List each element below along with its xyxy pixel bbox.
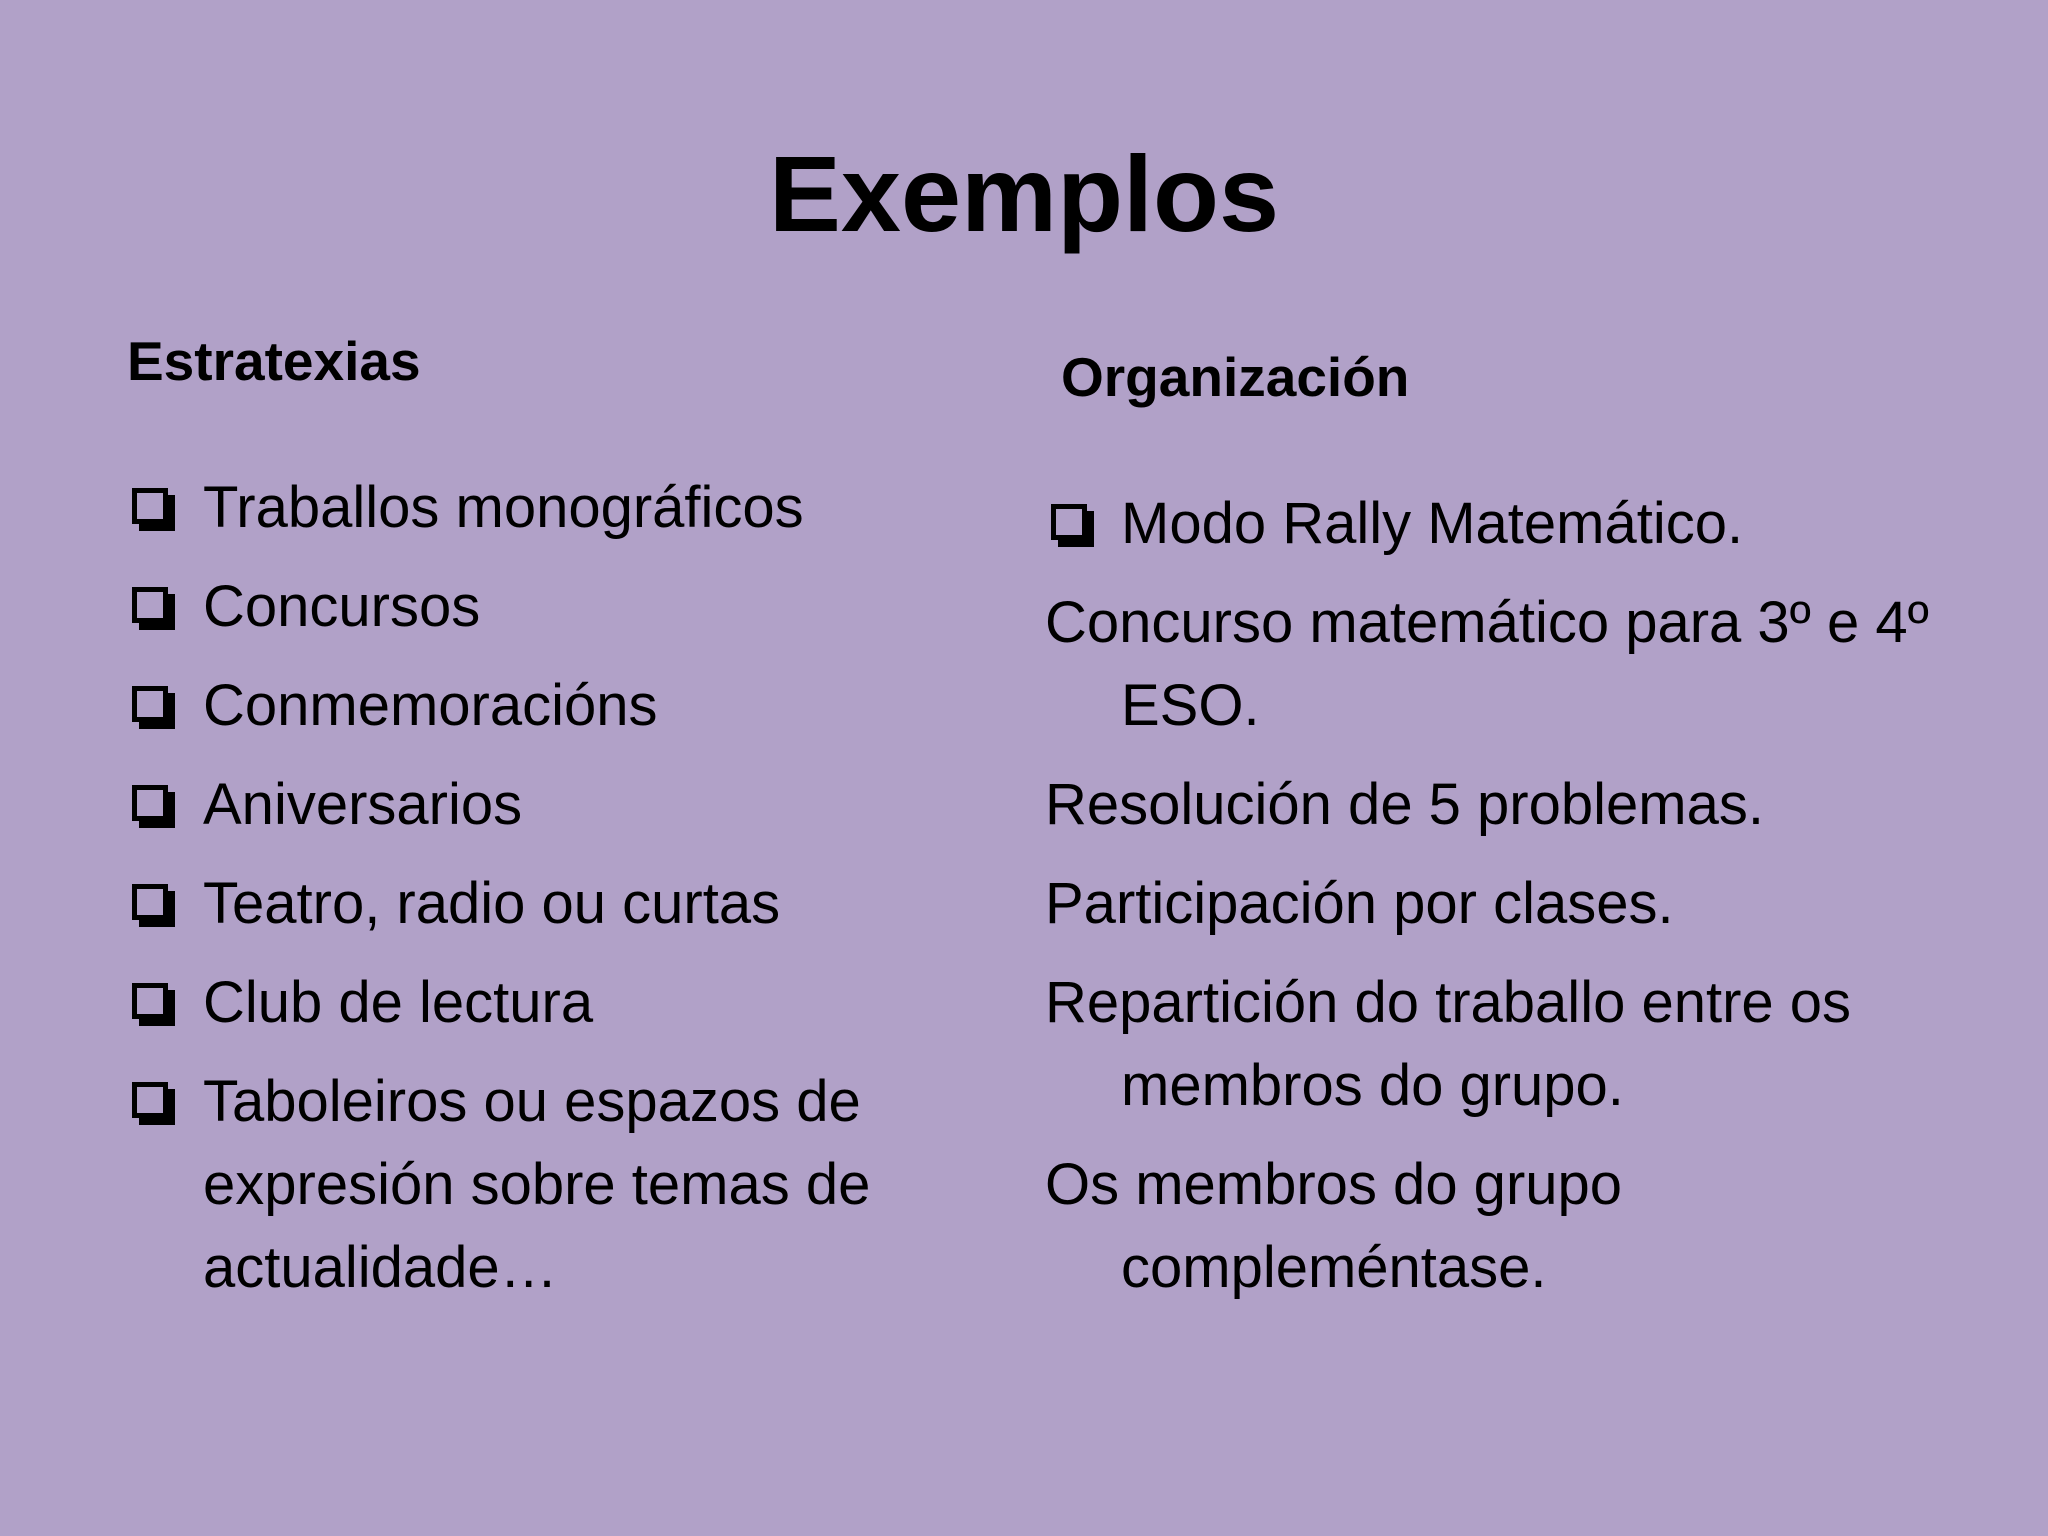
checkbox-bullet-icon — [132, 785, 168, 821]
list-item-label: Concursos — [203, 574, 481, 639]
list-item — [128, 1060, 988, 1309]
list-item — [128, 862, 988, 945]
list-item-label: Traballos monográficos — [203, 475, 804, 540]
list-item — [128, 961, 988, 1044]
checkbox-bullet-icon — [132, 686, 168, 722]
list-item-label: Resolución de 5 problemas. — [1045, 772, 1764, 837]
estratexias-list — [128, 466, 988, 1325]
slide-title: Exemplos — [768, 133, 1280, 254]
list-item-label: Conmemoracións — [203, 673, 658, 738]
checkbox-bullet-icon — [1051, 504, 1087, 540]
list-item — [128, 565, 988, 648]
heading-estratexias: Estratexias — [127, 330, 421, 392]
list-item-label: Teatro, radio ou curtas — [203, 871, 781, 936]
list-item-label: Participación por clases. — [1045, 871, 1674, 936]
list-item-label: Aniversarios — [203, 772, 523, 837]
checkbox-bullet-icon — [132, 488, 168, 524]
list-item-label: Concurso matemático para 3º e 4º ESO. — [1045, 590, 1929, 738]
list-item-label: Modo Rally Matemático. — [1121, 491, 1744, 556]
heading-organizacion: Organización — [1061, 346, 1410, 408]
list-item — [1045, 482, 2005, 565]
checkbox-bullet-icon — [132, 587, 168, 623]
list-item-label: Taboleiros ou espazos de expresión sobre temas de actualidade… — [203, 1069, 871, 1300]
organizacion-list — [1045, 482, 2005, 1325]
list-item — [128, 763, 988, 846]
list-item — [1045, 862, 2005, 945]
list-item — [1045, 961, 2005, 1127]
list-item — [128, 664, 988, 747]
list-item — [128, 466, 988, 549]
list-item — [1045, 763, 2005, 846]
checkbox-bullet-icon — [132, 983, 168, 1019]
list-item — [1045, 1143, 2005, 1309]
list-item — [1045, 581, 2005, 747]
checkbox-bullet-icon — [132, 1082, 168, 1118]
list-item-label: Os membros do grupo compleméntase. — [1045, 1152, 1623, 1300]
checkbox-bullet-icon — [132, 884, 168, 920]
list-item-label: Repartición do traballo entre os membros do grupo. — [1045, 970, 1852, 1118]
list-item-label: Club de lectura — [203, 970, 594, 1035]
